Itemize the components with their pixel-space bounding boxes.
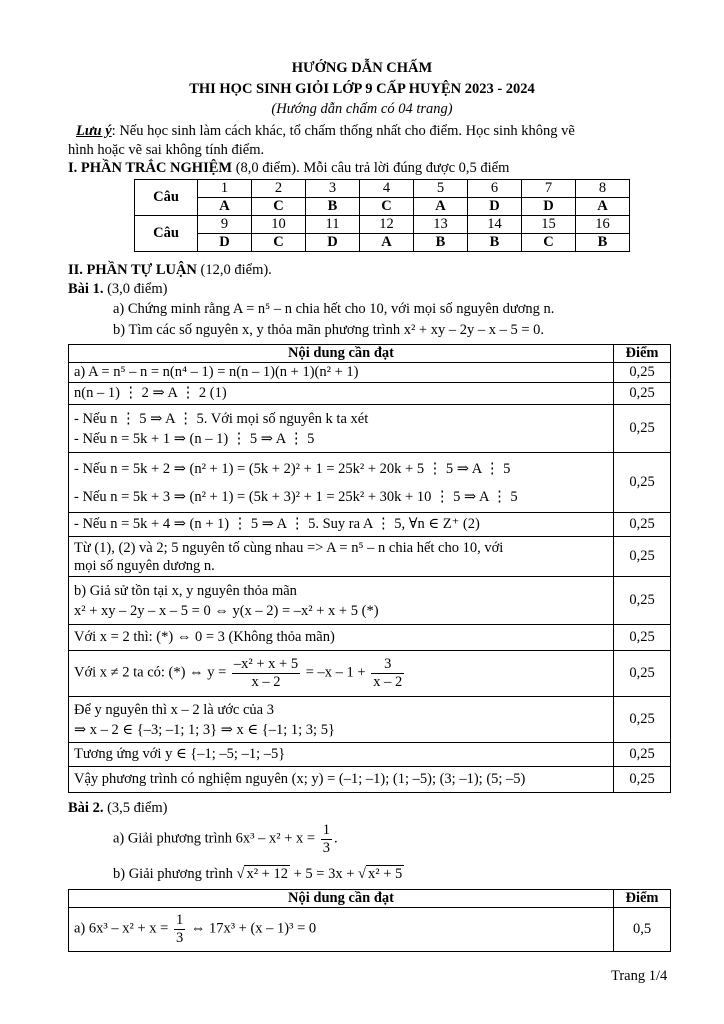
table-row	[69, 513, 671, 537]
step-score: 0,25	[614, 625, 671, 651]
part1-heading	[68, 160, 509, 177]
denominator: 3	[175, 930, 184, 946]
step-line: x² + xy – 2y – x – 5 = 0 ⇔ y(x – 2) = –x² + x + 5 (*)	[74, 602, 379, 619]
bai1-question-a: a) Chứng minh rằng A = n⁵ – n chia hết cho 10, với mọi số nguyên dương n.	[113, 301, 555, 317]
denominator: x – 2	[251, 674, 281, 690]
step-score: 0,5	[614, 908, 671, 952]
question-number: 6	[468, 180, 522, 198]
question-number: 4	[360, 180, 414, 198]
bai2-question-b: b) Giải phương trình √ x² + 12 + 5 = 3x + √ x² + 5	[113, 866, 403, 882]
bai2-solution-table	[68, 889, 671, 952]
step-score: 0,25	[614, 767, 671, 793]
table-row	[69, 537, 671, 577]
answer-key: D	[468, 198, 522, 216]
solution-step: n(n – 1) ⋮ 2 ⇒ A ⋮ 2 (1)	[69, 383, 614, 405]
solution-step: - Nếu n = 5k + 4 ⇒ (n + 1) ⋮ 5 ⇒ A ⋮ 5. Suy ra A ⋮ 5, ∀n ∈ Z⁺ (2)	[69, 513, 614, 537]
step-score: 0,25	[614, 743, 671, 767]
doc-subtitle-exam: THI HỌC SINH GIỎI LỚP 9 CẤP HUYỆN 2023 - 2024	[189, 81, 535, 97]
step-score: 0,25	[614, 405, 671, 453]
doc-title: HƯỚNG DẪN CHẤM	[291, 60, 433, 76]
part2-title: II. PHẦN TỰ LUẬN	[68, 262, 197, 278]
step-line: b) Giả sử tồn tại x, y nguyên thỏa mãn	[74, 582, 297, 599]
question-number: 3	[306, 180, 360, 198]
solution-step	[69, 453, 614, 513]
note-text-2: hình hoặc vẽ sai không tính điểm.	[68, 142, 265, 158]
question-number: 13	[414, 216, 468, 234]
answer-key: B	[414, 234, 468, 252]
fraction	[321, 822, 332, 856]
bai2-heading	[68, 800, 167, 817]
solution-step: Vậy phương trình có nghiệm nguyên (x; y) = (–1; –1); (1; –5); (3; –1); (5; –5)	[69, 767, 614, 793]
bai2-points: (3,5 điểm)	[103, 800, 168, 816]
table-row	[69, 697, 671, 743]
table-row	[69, 743, 671, 767]
step-score: 0,25	[614, 383, 671, 405]
radicand: x² + 12	[246, 866, 288, 882]
solution-step	[69, 651, 614, 697]
bai1-question-b: b) Tìm các số nguyên x, y thỏa mãn phương trình x² + xy – 2y – x – 5 = 0.	[113, 322, 545, 338]
step-text: Với x ≠ 2 ta có: (*) ⇔ y =	[74, 664, 230, 681]
answer-key: C	[252, 234, 306, 252]
solution-step	[69, 908, 614, 952]
question-row-1	[135, 180, 630, 198]
step-score: 0,25	[614, 697, 671, 743]
step-text: a) 6x³ – x² + x =	[74, 920, 172, 937]
table-row	[69, 363, 671, 383]
question-number: 1	[198, 180, 252, 198]
page-number: Trang 1/4	[611, 968, 668, 984]
part2-points: (12,0 điểm).	[196, 262, 272, 278]
step-line: - Nếu n = 5k + 1 ⇒ (n – 1) ⋮ 5 ⇒ A ⋮ 5	[74, 430, 315, 447]
bai2-title: Bài 2.	[68, 800, 104, 816]
radicand: x² + 5	[367, 866, 403, 882]
step-line: Từ (1), (2) và 2; 5 nguyên tố cùng nhau => A = n⁵ – n chia hết cho 10, với	[74, 539, 504, 556]
part2-heading	[68, 262, 272, 279]
table-row	[69, 625, 671, 651]
numerator: –x² + x + 5	[233, 656, 299, 673]
answer-row-2	[135, 234, 630, 252]
row-label: Câu	[135, 180, 198, 216]
note-text-1: : Nếu học sinh làm cách khác, tổ chấm thống nhất cho điểm. Học sinh không vẽ	[111, 123, 575, 139]
answer-key: B	[468, 234, 522, 252]
answer-key: A	[198, 198, 252, 216]
step-line: ⇒ x – 2 ∈ {–3; –1; 1; 3} ⇒ x ∈ {–1; 1; 3; 5}	[74, 721, 335, 738]
content-header: Nội dung cần đạt	[69, 345, 614, 363]
bai1-heading	[68, 281, 167, 298]
solution-step: Với x = 2 thì: (*) ⇔ 0 = 3 (Không thỏa mãn)	[69, 625, 614, 651]
step-score: 0,25	[614, 363, 671, 383]
table-header	[69, 345, 671, 363]
question-number: 16	[576, 216, 630, 234]
answer-row-1	[135, 198, 630, 216]
fraction	[174, 912, 185, 946]
step-line: - Nếu n ⋮ 5 ⇒ A ⋮ 5. Với mọi số nguyên k ta xét	[74, 410, 369, 427]
table-row	[69, 577, 671, 625]
question-number: 9	[198, 216, 252, 234]
answer-key: D	[522, 198, 576, 216]
solution-step	[69, 537, 614, 577]
answer-key: C	[252, 198, 306, 216]
grading-note	[76, 123, 716, 140]
part1-points: (8,0 điểm). Mỗi câu trả lời đúng được 0,5 điểm	[232, 160, 510, 176]
numerator: 1	[175, 912, 184, 929]
step-line: - Nếu n = 5k + 2 ⇒ (n² + 1) = (5k + 2)² + 1 = 25k² + 20k + 5 ⋮ 5 ⇒ A ⋮ 5	[74, 460, 511, 477]
answer-key: C	[522, 234, 576, 252]
answer-key: A	[414, 198, 468, 216]
solution-step	[69, 697, 614, 743]
step-score: 0,25	[614, 577, 671, 625]
table-row	[69, 383, 671, 405]
table-row	[69, 767, 671, 793]
solution-step	[69, 405, 614, 453]
score-header: Điểm	[614, 890, 671, 908]
question-text: .	[333, 830, 338, 847]
denominator: x – 2	[373, 674, 403, 690]
step-score: 0,25	[614, 453, 671, 513]
step-line: mọi số nguyên dương n.	[74, 557, 215, 574]
answer-key: B	[306, 198, 360, 216]
numerator: 3	[371, 656, 404, 674]
answer-key: B	[576, 234, 630, 252]
solution-step: Tương ứng với y ∈ {–1; –5; –1; –5}	[69, 743, 614, 767]
answer-key: A	[576, 198, 630, 216]
question-number: 8	[576, 180, 630, 198]
table-row	[69, 908, 671, 952]
denominator: 3	[322, 839, 330, 856]
step-text: ⇔ 17x³ + (x – 1)³ = 0	[187, 920, 317, 937]
table-header	[69, 890, 671, 908]
question-number: 10	[252, 216, 306, 234]
content-header: Nội dung cần đạt	[69, 890, 614, 908]
question-text: b) Giải phương trình	[113, 866, 237, 882]
answer-key: A	[360, 234, 414, 252]
answer-table	[134, 179, 630, 252]
step-score: 0,25	[614, 513, 671, 537]
answer-key: D	[198, 234, 252, 252]
part1-title: I. PHẦN TRẮC NGHIỆM	[68, 160, 233, 176]
note-label: Lưu ý	[76, 123, 112, 139]
question-number: 7	[522, 180, 576, 198]
question-number: 5	[414, 180, 468, 198]
question-text: + 5 = 3x +	[289, 866, 359, 882]
question-number: 12	[360, 216, 414, 234]
fraction	[371, 656, 404, 690]
question-number: 14	[468, 216, 522, 234]
step-score: 0,25	[614, 537, 671, 577]
question-number: 11	[306, 216, 360, 234]
question-row-2	[135, 216, 630, 234]
bai1-solution-table	[68, 344, 671, 793]
row-label: Câu	[135, 216, 198, 252]
bai1-points: (3,0 điểm)	[103, 281, 168, 297]
question-number: 15	[522, 216, 576, 234]
bai1-title: Bài 1.	[68, 281, 104, 297]
fraction	[232, 656, 300, 690]
step-score: 0,25	[614, 651, 671, 697]
answer-key: C	[360, 198, 414, 216]
table-row	[69, 405, 671, 453]
solution-step	[69, 577, 614, 625]
step-line: Để y nguyên thì x – 2 là ước của 3	[74, 701, 274, 718]
answer-key: D	[306, 234, 360, 252]
score-header: Điểm	[614, 345, 671, 363]
step-text: = –x – 1 +	[302, 664, 370, 681]
doc-page-count-note: (Hướng dẫn chấm có 04 trang)	[271, 101, 453, 117]
table-row	[69, 651, 671, 697]
solution-step: a) A = n⁵ – n = n(n⁴ – 1) = n(n – 1)(n + 1)(n² + 1)	[69, 363, 614, 383]
step-line: - Nếu n = 5k + 3 ⇒ (n² + 1) = (5k + 3)² + 1 = 25k² + 30k + 10 ⋮ 5 ⇒ A ⋮ 5	[74, 488, 518, 505]
table-row	[69, 453, 671, 513]
question-number: 2	[252, 180, 306, 198]
question-text: a) Giải phương trình 6x³ – x² + x =	[113, 830, 319, 847]
bai2-question-a	[113, 822, 338, 856]
numerator: 1	[322, 822, 330, 838]
